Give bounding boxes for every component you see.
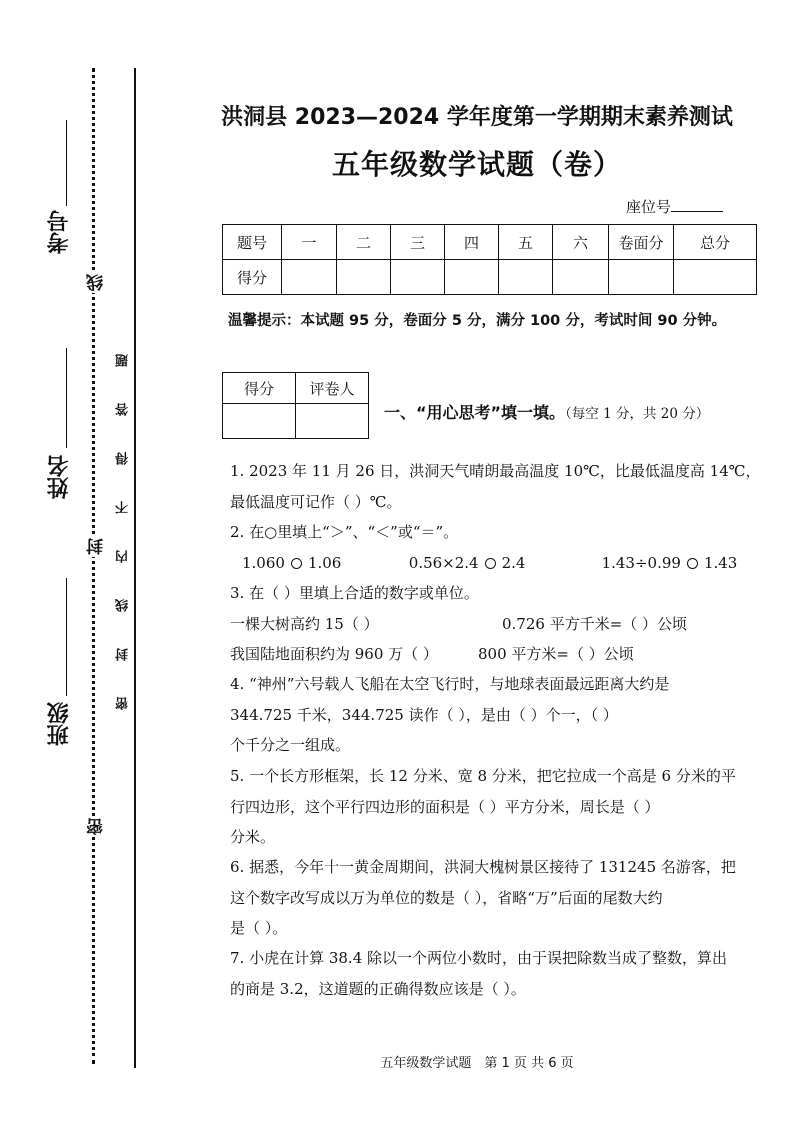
question-3-row-2 [230,639,770,670]
question-3-item-d: 800 平方米=（ ）公顷 [478,645,634,663]
question-3-item-a: 一棵大树高约 15（ ） [230,614,379,633]
question-text-line: 的商是 3.2，这道题的正确得数应该是（ ）。 [230,979,526,998]
question-3-item-c: 我国陆地面积约为 960 万（ ） [230,645,438,663]
comparison-item [409,548,597,579]
score-table-score-row [223,260,757,295]
binding-margin [0,0,160,1123]
question-text-line: 这个数字改写成以万为单位的数是（ ），省略“万”后面的尾数大约 [230,888,663,907]
grader-table [222,372,369,439]
question-text-line: 分米。 [230,828,276,846]
question-text-line: 2. 在○里填上“＞”、“＜”或“＝”。 [230,523,459,541]
seat-number [626,196,723,217]
score-table [222,224,757,295]
answer-circle[interactable] [485,558,496,569]
question-text-line: 7. 小虎在计算 38.4 除以一个两位小数时，由于误把除数当成了整数，算出 [230,949,728,967]
section-one-title [384,400,709,423]
exam-number-field[interactable] [66,120,67,206]
score-cell[interactable] [674,260,757,295]
question-text-line: 5. 一个长方形框架，长 12 分米、宽 8 分米，把它拉成一个高是 6 分米的平 [230,767,736,785]
question-2 [230,517,770,578]
exam-subtitle: 五年级数学试题（卷） [331,148,622,181]
question-text-line: 最低温度可记作（ ）℃。 [230,492,402,511]
exam-title: 洪洞县 2023—2024 学年度第一学期期末素养测试 [221,105,733,130]
binding-warning-text: 密封线内不得答题 [116,318,131,710]
score-header-cell: 四 [445,225,499,260]
cut-word-secret: 密 [84,816,109,837]
question-text-line: 行四边形，这个平行四边形的面积是（ ）平方分米，周长是（ ） [230,797,660,816]
score-cell[interactable] [609,260,674,295]
question-7 [230,943,770,1004]
score-table-header-row [223,225,757,260]
question-3-item-b: 0.726 平方千米=（ ）公顷 [502,614,688,633]
section-one-heading: 一、“用心思考”填一填。 [384,403,566,422]
score-cell[interactable] [391,260,445,295]
score-header-cell: 二 [337,225,391,260]
comparison-item [602,548,738,579]
score-cell[interactable] [337,260,391,295]
answer-circle[interactable] [687,558,698,569]
score-header-cell: 总分 [674,225,757,260]
binding-border-line [134,68,136,1068]
score-header-cell: 五 [499,225,553,260]
comparison-right: 1.43 [703,553,738,572]
score-header-cell: 卷面分 [609,225,674,260]
score-cell[interactable] [282,260,337,295]
score-header-cell: 六 [553,225,609,260]
name-field[interactable] [66,348,67,448]
dotted-cut-line [92,68,95,1064]
question-text-line: 3. 在（ ）里填上合适的数字或单位。 [230,584,479,602]
score-header-cell: 一 [282,225,337,260]
question-5 [230,761,770,853]
question-3-row-1 [230,609,770,640]
question-text-line: 4. “神州”六号载人飞船在太空飞行时，与地球表面最远距离大约是 [230,675,670,693]
grader-score-cell[interactable] [223,404,296,439]
comparison-right: 2.4 [501,553,526,572]
comparison-left: 0.56×2.4 [408,553,479,572]
exam-number-label: 考号 [47,210,72,254]
question-4 [230,669,770,761]
section-one-scoring-note: （每空 1 分，共 20 分） [565,406,710,422]
cut-word-seal: 封 [84,536,109,557]
question-6 [230,852,770,944]
comparison-left: 1.060 [242,553,285,572]
score-row-label: 得分 [223,260,282,295]
question-3 [230,578,770,670]
cut-word-line: 线 [84,272,109,293]
score-cell[interactable] [445,260,499,295]
score-header-cell: 题号 [223,225,282,260]
answer-circle[interactable] [291,558,302,569]
seat-number-field[interactable] [671,211,723,212]
score-cell[interactable] [499,260,553,295]
comparison-left: 1.43÷0.99 [601,553,681,572]
question-1 [230,456,770,517]
grader-name-cell[interactable] [296,404,369,439]
question-text-line: 是（ ）。 [230,919,288,937]
grader-name-header: 评卷人 [296,373,369,404]
class-field[interactable] [66,578,67,696]
score-cell[interactable] [553,260,609,295]
comparison-item [230,548,404,579]
grader-score-header: 得分 [223,373,296,404]
exam-tip: 温馨提示：本试题 95 分，卷面分 5 分，满分 100 分，考试时间 90 分钟。 [228,313,727,329]
comparison-right: 1.06 [307,553,342,572]
seat-number-label: 座位号 [626,198,672,216]
question-text-line: 个千分之一组成。 [230,736,351,754]
name-label: 姓名 [47,455,72,499]
question-text-line: 6. 据悉，今年十一黄金周期间，洪洞大槐树景区接待了 131245 名游客，把 [230,858,736,876]
question-text-line: 344.725 千米，344.725 读作（ ），是由（ ）个一，（ ） [230,705,618,724]
class-label: 班级 [47,702,72,746]
page-footer: 五年级数学试题 第 1 页 共 6 页 [380,1056,574,1071]
score-header-cell: 三 [391,225,445,260]
question-text-line: 1. 2023 年 11 月 26 日，洪洞天气晴朗最高温度 10℃，比最低温度高 14℃， [230,462,761,480]
comparison-row [230,548,770,579]
